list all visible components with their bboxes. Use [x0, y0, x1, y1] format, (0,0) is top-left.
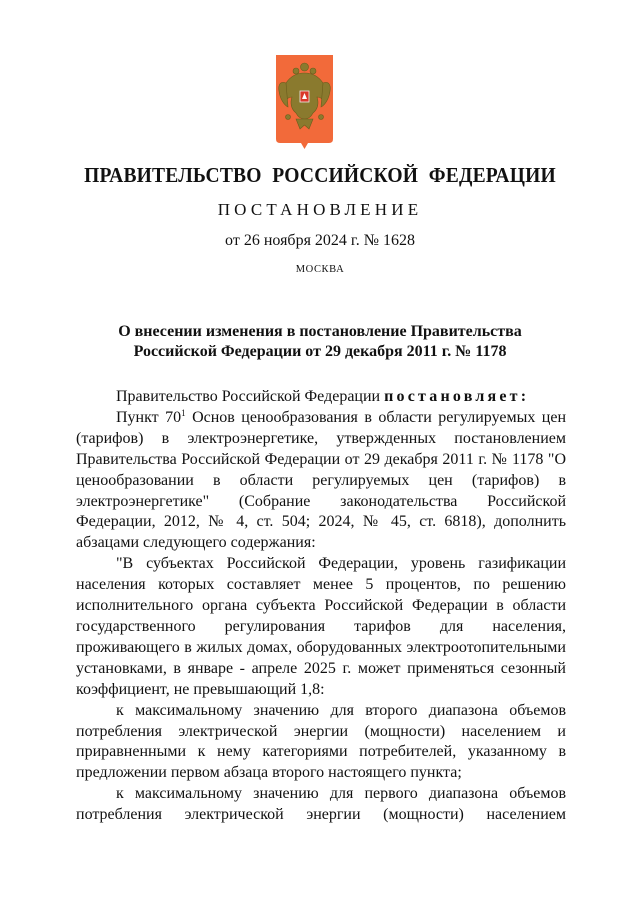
document-subject	[0, 322, 640, 362]
superscript: 1	[181, 407, 186, 418]
paragraph-1-start: Пункт 70	[116, 408, 182, 426]
paragraph-3: к максимальному значению для второго диапазона объемов потребления электрической энергии (мощности) населением и приравненными к нему категориями потребителей, указанному в предложении первом абзаца второго настоящего пункта;	[76, 701, 566, 782]
subject-line-2: Российской Федерации от 29 декабря 2011 г. № 1178	[133, 343, 507, 360]
intro-paragraph	[76, 387, 566, 408]
decree-word: постановляет:	[384, 388, 530, 405]
government-title: ПРАВИТЕЛЬСТВО РОССИЙСКОЙ ФЕДЕРАЦИИ	[84, 163, 556, 187]
paragraph-2: "В субъектах Российской Федерации, уровень газификации населения которых составляет менее 5 процентов, по решению исполнительного органа субъекта Российской Федерации в области государственного регулирования тарифов для населения, проживающего в жилых домах, оборудованных электроотопительными установками, в январе - апреле 2025 г. может применяться сезонный коэффициент, не превышающий 1,8:	[76, 555, 566, 698]
paragraph-4: к максимальному значению для первого диапазона объемов потребления электрической энергии (мощности) населением	[76, 785, 566, 824]
subject-line-1: О внесении изменения в постановление Правительства	[118, 323, 522, 340]
document-city: МОСКВА	[295, 264, 345, 275]
coat-of-arms-emblem	[276, 55, 333, 149]
paragraph-1-rest: Основ ценообразования в области регулируемых цен (тарифов) в электроэнергетике, утвержденных постановлением Правительства Российской Федерации от 29 декабря 2011 г. № 1178 "О ценообразовании в области регулируемых цен (тарифов) в электроэнергетике" (Собрание законодательства Российской Федерации, 2012, № 4, ст. 504; 2024, № 45, ст. 6818), дополнить абзацами следующего содержания:	[76, 408, 567, 552]
document-date-number: от 26 ноября 2024 г. № 1628	[225, 232, 415, 249]
paragraph-1	[76, 408, 566, 554]
intro-text: Правительство Российской Федерации	[116, 388, 381, 405]
document-type: ПОСТАНОВЛЕНИЕ	[217, 200, 423, 219]
document-body	[76, 387, 566, 826]
